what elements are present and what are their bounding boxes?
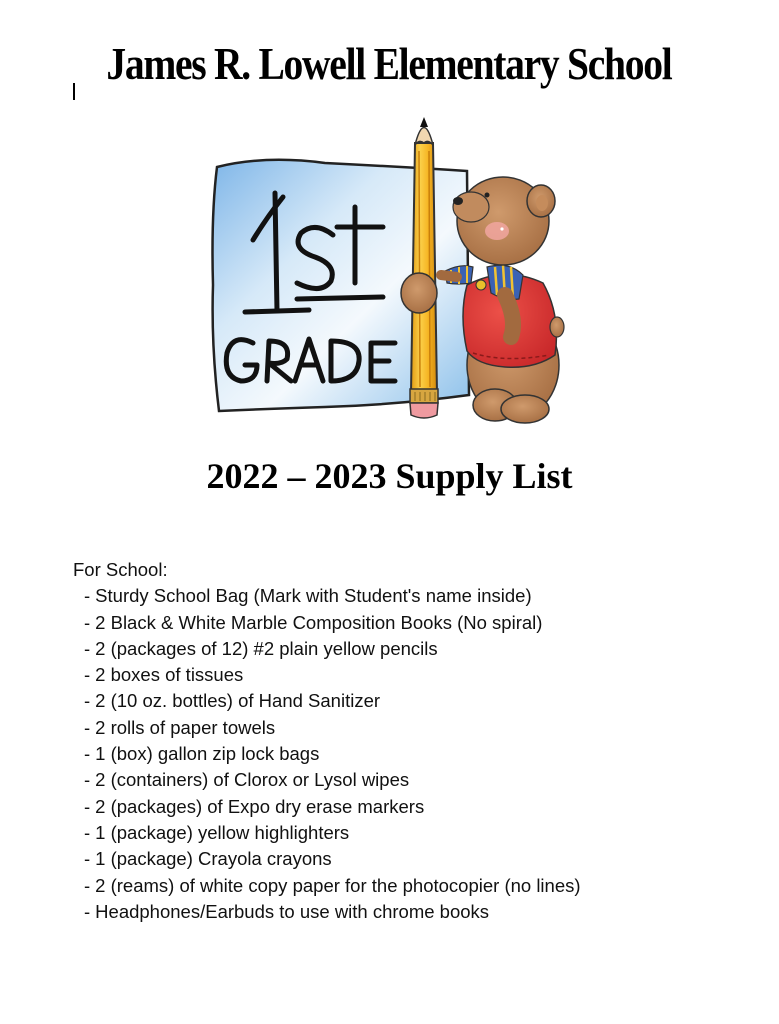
list-item — [73, 820, 581, 846]
list-item-text: 2 rolls of paper towels — [95, 716, 276, 738]
list-dash: - — [84, 716, 91, 738]
list-item-text: 2 (10 oz. bottles) of Hand Sanitizer — [95, 690, 381, 712]
list-item-text: Sturdy School Bag (Mark with Student's name inside) — [95, 585, 532, 607]
list-item — [73, 610, 581, 636]
list-item-text: 1 (package) yellow highlighters — [95, 821, 350, 843]
list-dash: - — [84, 585, 91, 607]
list-item-text: 2 (reams) of white copy paper for the photocopier (no lines) — [95, 874, 581, 896]
list-item — [73, 767, 581, 793]
list-item-text: 2 boxes of tissues — [95, 664, 244, 686]
list-item — [73, 583, 581, 609]
list-item — [73, 715, 581, 741]
list-dash: - — [84, 611, 91, 633]
text-cursor — [73, 83, 75, 100]
list-item — [73, 899, 581, 925]
list-dash: - — [84, 769, 91, 791]
list-item-text: 2 Black & White Marble Composition Books (No spiral) — [95, 611, 543, 633]
list-item — [73, 662, 581, 688]
list-item — [73, 741, 581, 767]
list-item-text: Headphones/Earbuds to use with chrome books — [95, 900, 490, 922]
supply-list — [73, 583, 581, 925]
list-item-text: 1 (box) gallon zip lock bags — [95, 743, 320, 765]
first-grade-clipart-image — [205, 115, 565, 427]
list-dash: - — [84, 690, 91, 712]
list-item-text: 2 (packages) of Expo dry erase markers — [95, 795, 425, 817]
list-dash: - — [84, 637, 91, 659]
list-dash: - — [84, 848, 91, 870]
list-item-text: 2 (containers) of Clorox or Lysol wipes — [95, 769, 410, 791]
list-item — [73, 688, 581, 714]
list-item — [73, 636, 581, 662]
list-item — [73, 794, 581, 820]
list-item — [73, 846, 581, 872]
list-item — [73, 873, 581, 899]
section-heading: For School: — [73, 559, 168, 580]
list-dash: - — [84, 874, 91, 896]
list-item-text: 2 (packages of 12) #2 plain yellow pencils — [95, 637, 438, 659]
list-dash: - — [84, 821, 91, 843]
list-dash: - — [84, 900, 91, 922]
list-item-text: 1 (package) Crayola crayons — [95, 848, 332, 870]
school-name-heading: James R. Lowell Elementary School — [106, 38, 672, 89]
list-dash: - — [84, 664, 91, 686]
list-dash: - — [84, 743, 91, 765]
list-dash: - — [84, 795, 91, 817]
supply-list-title: 2022 – 2023 Supply List — [206, 456, 573, 496]
for-school-section — [73, 557, 581, 925]
